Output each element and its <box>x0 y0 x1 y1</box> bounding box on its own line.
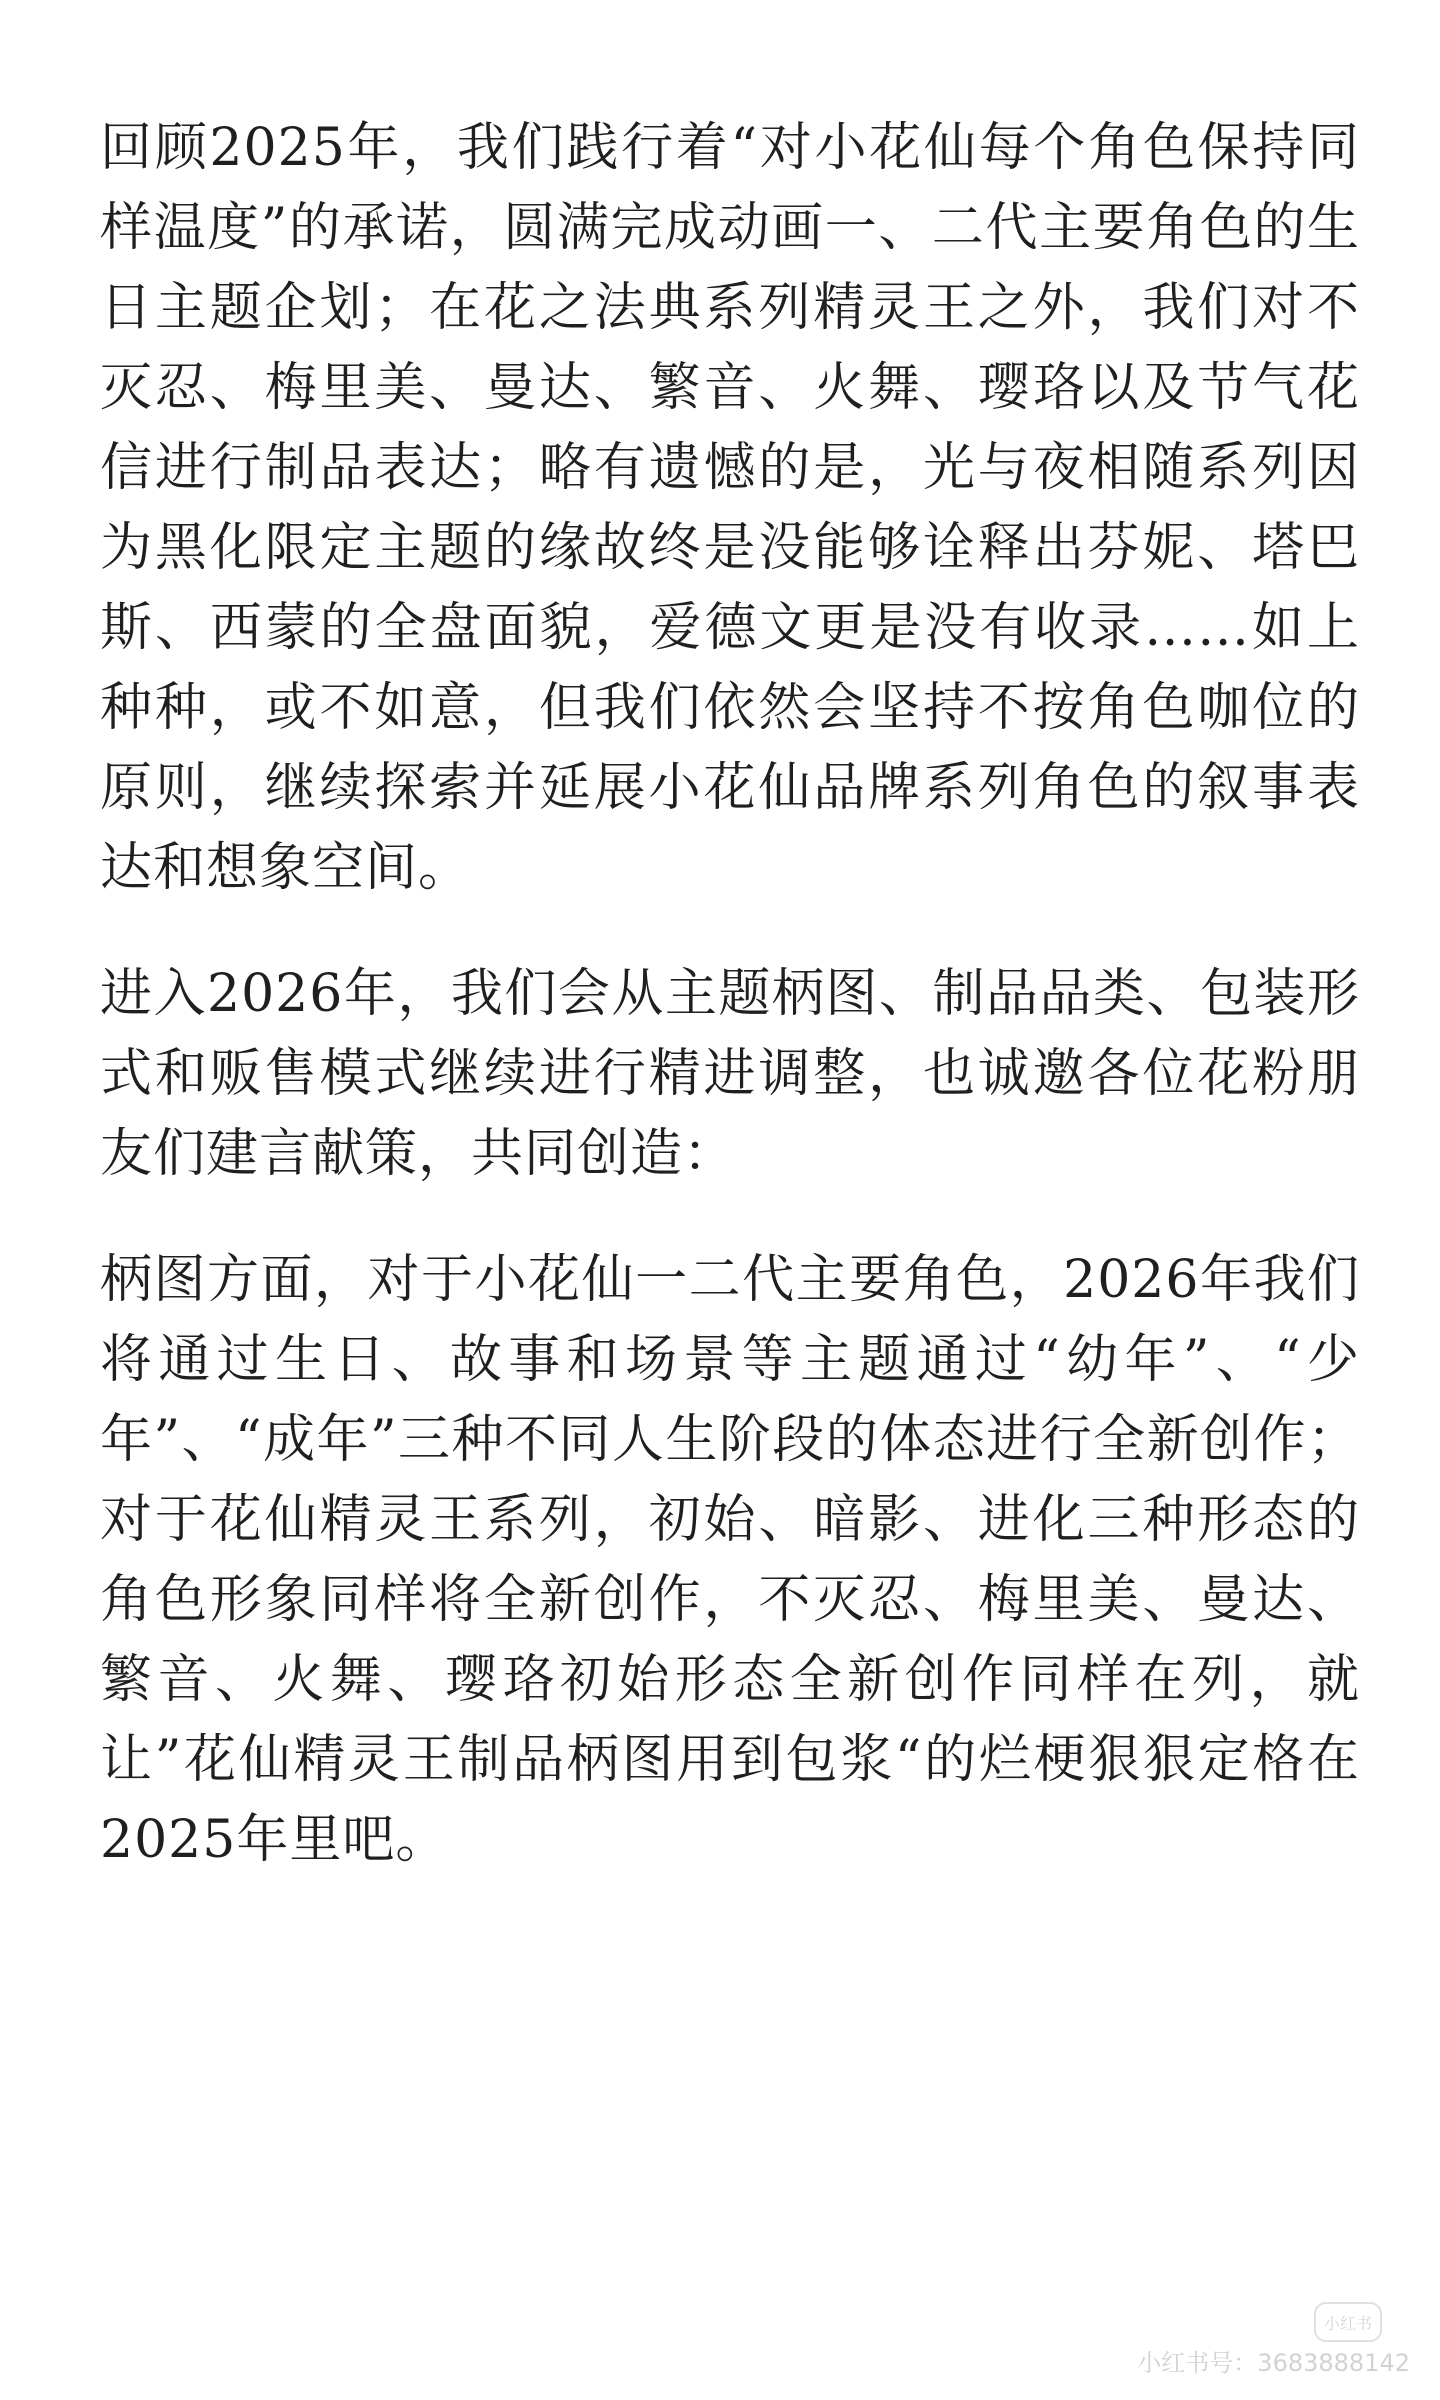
watermark-account: 小红书号：3683888142 <box>1137 2349 1410 2377</box>
paragraph-artwork-plans: 柄图方面，对于小花仙一二代主要角色，2026年我们将通过生日、故事和场景等主题通过“幼年”、“少年”、“成年”三种不同人生阶段的体态进行全新创作；对于花仙精灵王系列，初始、暗影、进化三种形态的角色形象同样将全新创作，不灭忍、梅里美、曼达、繁音、火舞、璎珞初始形态全新创作同样在列，就让”花仙精灵王制品柄图用到包浆“的烂梗狠狠定格在2025年里吧。 <box>100 1250 1360 1870</box>
paragraph-review-2025: 回顾2025年，我们践行着“对小花仙每个角色保持同样温度”的承诺，圆满完成动画一、二代主要角色的生日主题企划；在花之法典系列精灵王之外，我们对不灭忍、梅里美、曼达、繁音、火舞、璎珞以及节气花信进行制品表达；略有遗憾的是，光与夜相随系列因为黑化限定主题的缘故终是没能够诠释出芬妮、塔巴斯、西蒙的全盘面貌，爱德文更是没有收录……如上种种，或不如意，但我们依然会坚持不按角色咖位的原则，继续探索并延展小花仙品牌系列角色的叙事表达和想象空间。 <box>100 118 1360 898</box>
xiaohongshu-logo-watermark: 小红书 <box>1314 2302 1382 2342</box>
watermark <box>1137 2343 1410 2378</box>
paragraph-entering-2026: 进入2026年，我们会从主题柄图、制品品类、包装形式和贩售模式继续进行精进调整，也诚邀各位花粉朋友们建言献策，共同创造： <box>100 964 1360 1184</box>
article-body <box>100 108 1360 1926</box>
